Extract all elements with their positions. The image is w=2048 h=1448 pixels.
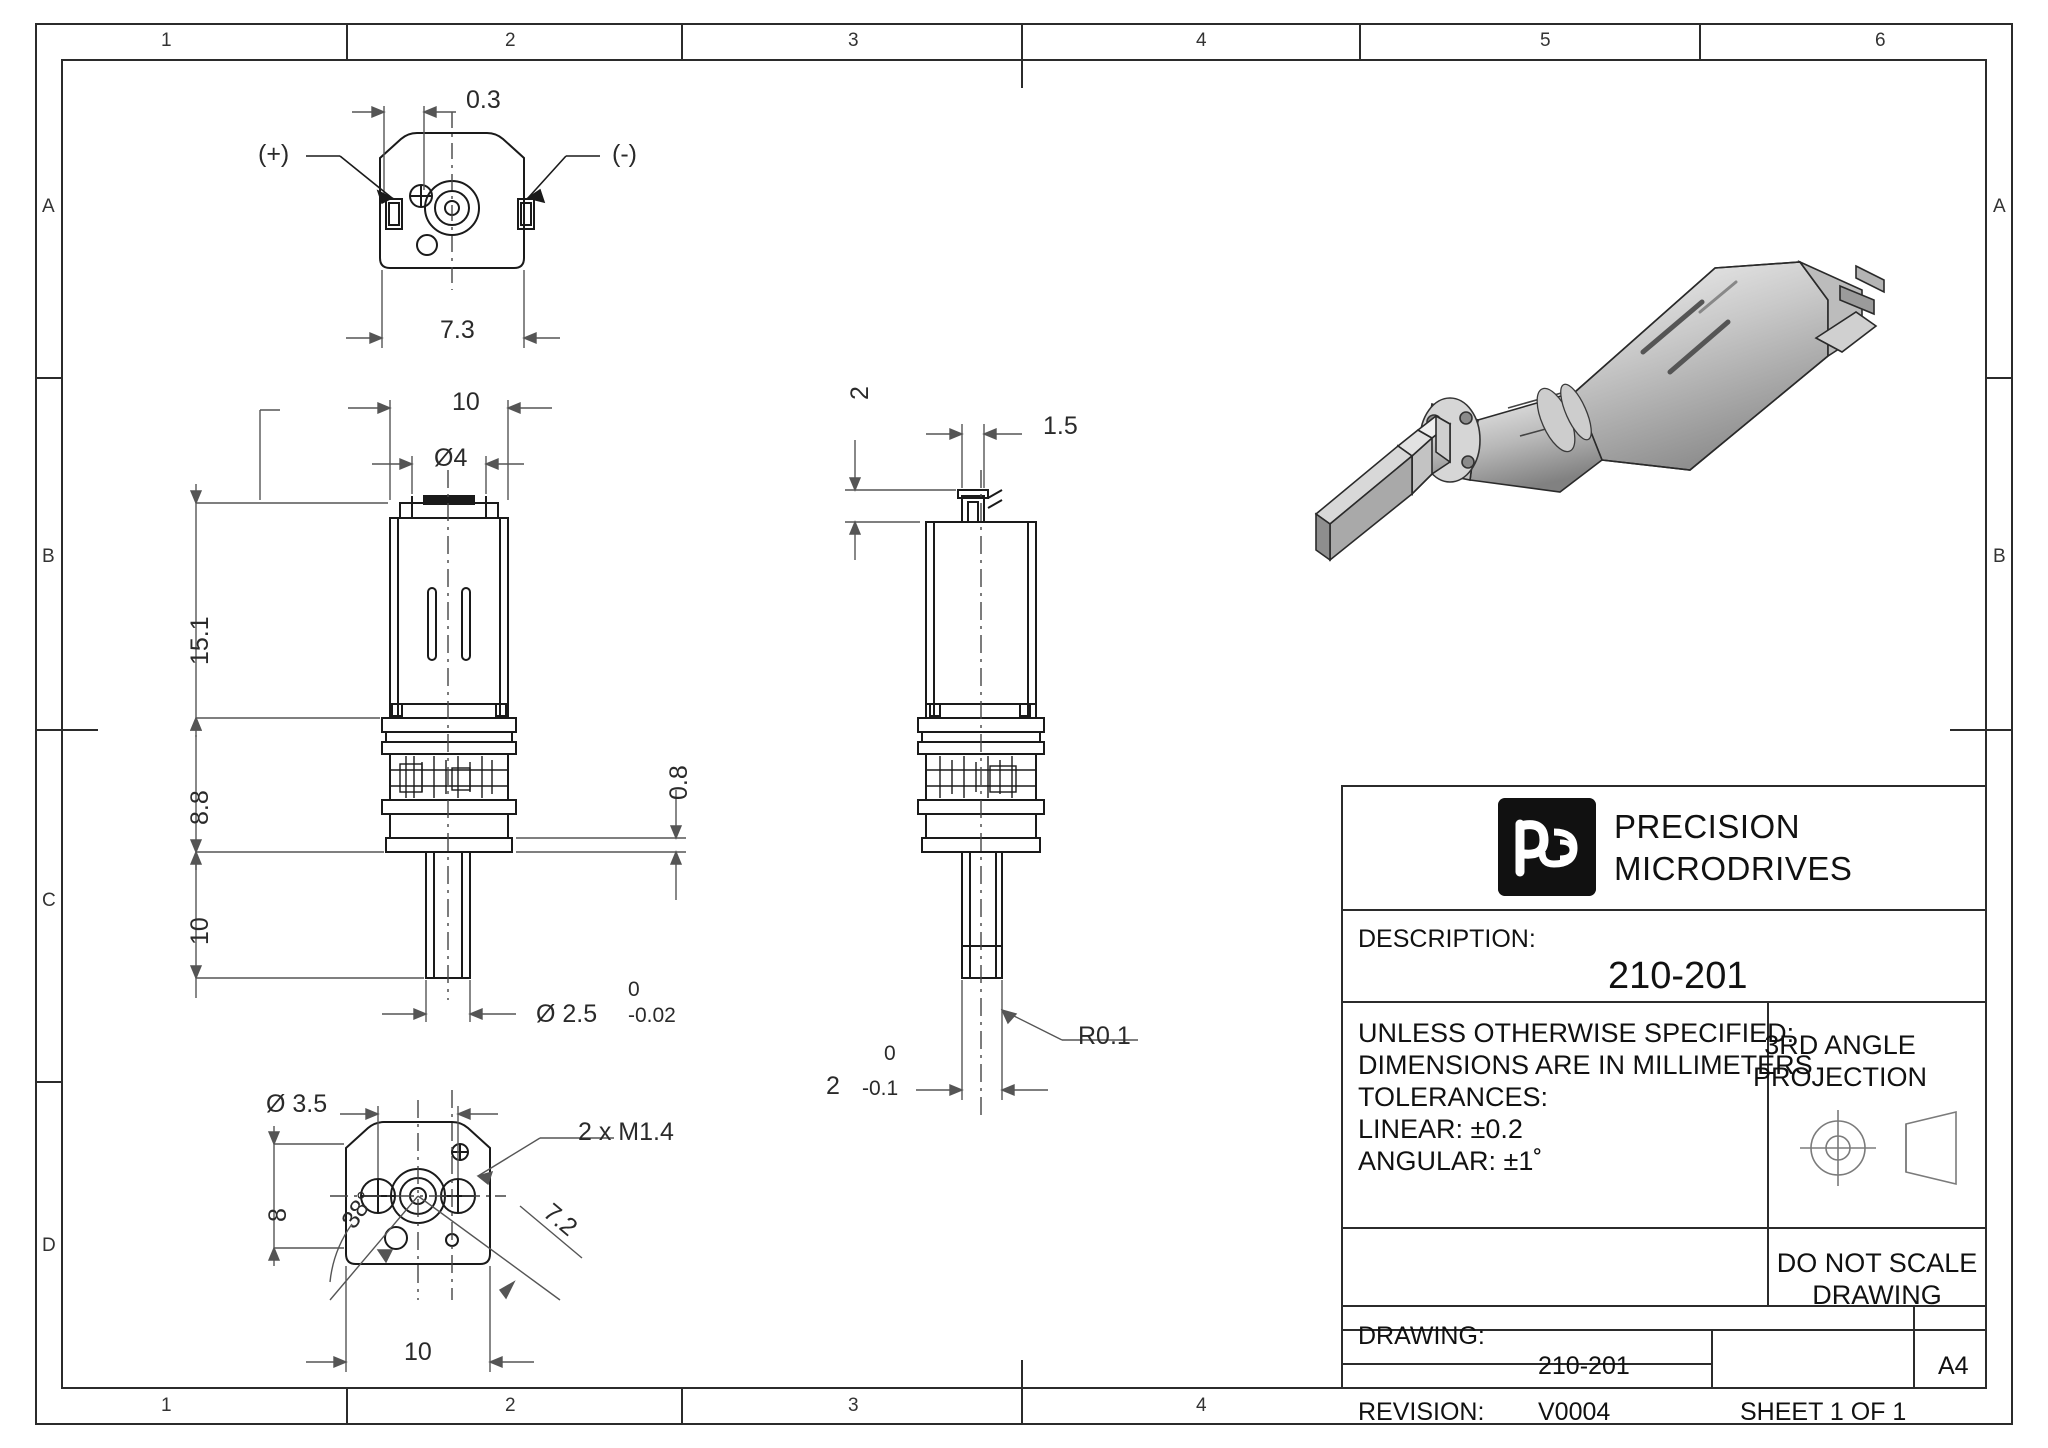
dim-front-shaft-tol-lower: -0.02 [628, 1004, 676, 1027]
dim-side-flat-tol-lower: -0.1 [862, 1077, 899, 1100]
dim-bottom-threads: 2 x M1.4 [578, 1118, 674, 1146]
zone-bottom-1: 1 [161, 1395, 172, 1416]
dim-side-flat: 2 [826, 1072, 840, 1100]
note-line-1: UNLESS OTHERWISE SPECIFIED: [1358, 1018, 1795, 1048]
dim-front-15-1: 15.1 [186, 616, 214, 665]
do-not-scale-line-2: DRAWING [1812, 1280, 1942, 1310]
zone-left-a: A [42, 196, 55, 217]
description-label: DESCRIPTION: [1358, 925, 1536, 953]
dim-side-flat-tol-upper: 0 [884, 1042, 896, 1065]
note-line-3: TOLERANCES: [1358, 1082, 1549, 1112]
brand-logo-icon [1498, 798, 1596, 896]
note-line-4: LINEAR: ±0.2 [1358, 1114, 1523, 1144]
brand-name-line1: PRECISION [1614, 808, 1801, 845]
zone-left-c: C [42, 890, 56, 911]
zone-top-3: 3 [848, 30, 859, 51]
revision-value: V0004 [1538, 1398, 1611, 1426]
revision-label: REVISION: [1358, 1398, 1485, 1426]
zone-top-1: 1 [161, 30, 172, 51]
dim-front-10: 10 [452, 388, 480, 416]
dim-bottom-angle: 38° [336, 1186, 381, 1234]
dim-front-shaft-dia: Ø 2.5 [536, 1000, 598, 1028]
dim-side-1-5: 1.5 [1043, 412, 1078, 440]
dim-top-7-3: 7.3 [440, 316, 475, 344]
dim-side-2: 2 [846, 386, 874, 400]
zone-top-4: 4 [1196, 30, 1207, 51]
drawing-label: DRAWING: [1358, 1322, 1485, 1350]
projection-line-2: PROJECTION [1752, 1062, 1928, 1092]
label-polarity-plus: (+) [258, 140, 290, 168]
dim-side-r0-1: R0.1 [1078, 1022, 1131, 1050]
drawing-value: 210-201 [1538, 1352, 1630, 1380]
brand-name-line2: MICRODRIVES [1614, 850, 1853, 887]
dim-front-0-8: 0.8 [665, 765, 693, 800]
dim-bottom-8: 8 [264, 1208, 292, 1222]
dim-front-dia4: Ø4 [434, 444, 468, 472]
dim-bottom-10: 10 [404, 1338, 432, 1366]
zone-left-d: D [42, 1235, 56, 1256]
note-line-5: ANGULAR: ±1˚ [1358, 1146, 1543, 1176]
do-not-scale-line-1: DO NOT SCALE [1776, 1248, 1978, 1278]
zone-bottom-2: 2 [505, 1395, 516, 1416]
zone-right-a: A [1993, 196, 2006, 217]
zone-top-6: 6 [1875, 30, 1886, 51]
dim-front-shaft-tol-upper: 0 [628, 978, 640, 1001]
description-value: 210-201 [1608, 955, 1748, 997]
zone-right-b: B [1993, 546, 2006, 567]
zone-bottom-4: 4 [1196, 1395, 1207, 1416]
zone-left-b: B [42, 546, 55, 567]
label-polarity-minus: (-) [612, 140, 637, 168]
zone-top-2: 2 [505, 30, 516, 51]
dim-front-8-8: 8.8 [186, 790, 214, 825]
sheet-count: SHEET 1 OF 1 [1740, 1398, 1907, 1426]
dim-bottom-dia3-5: Ø 3.5 [266, 1090, 328, 1118]
dim-top-0-3: 0.3 [466, 86, 501, 114]
dim-bottom-7-2: 7.2 [538, 1198, 583, 1242]
zone-top-5: 5 [1540, 30, 1551, 51]
note-line-2: DIMENSIONS ARE IN MILLIMETERS [1358, 1050, 1813, 1080]
dim-front-shaft-10: 10 [186, 917, 214, 945]
sheet-size: A4 [1938, 1352, 1969, 1380]
zone-bottom-3: 3 [848, 1395, 859, 1416]
projection-line-1: 3RD ANGLE [1764, 1030, 1916, 1060]
